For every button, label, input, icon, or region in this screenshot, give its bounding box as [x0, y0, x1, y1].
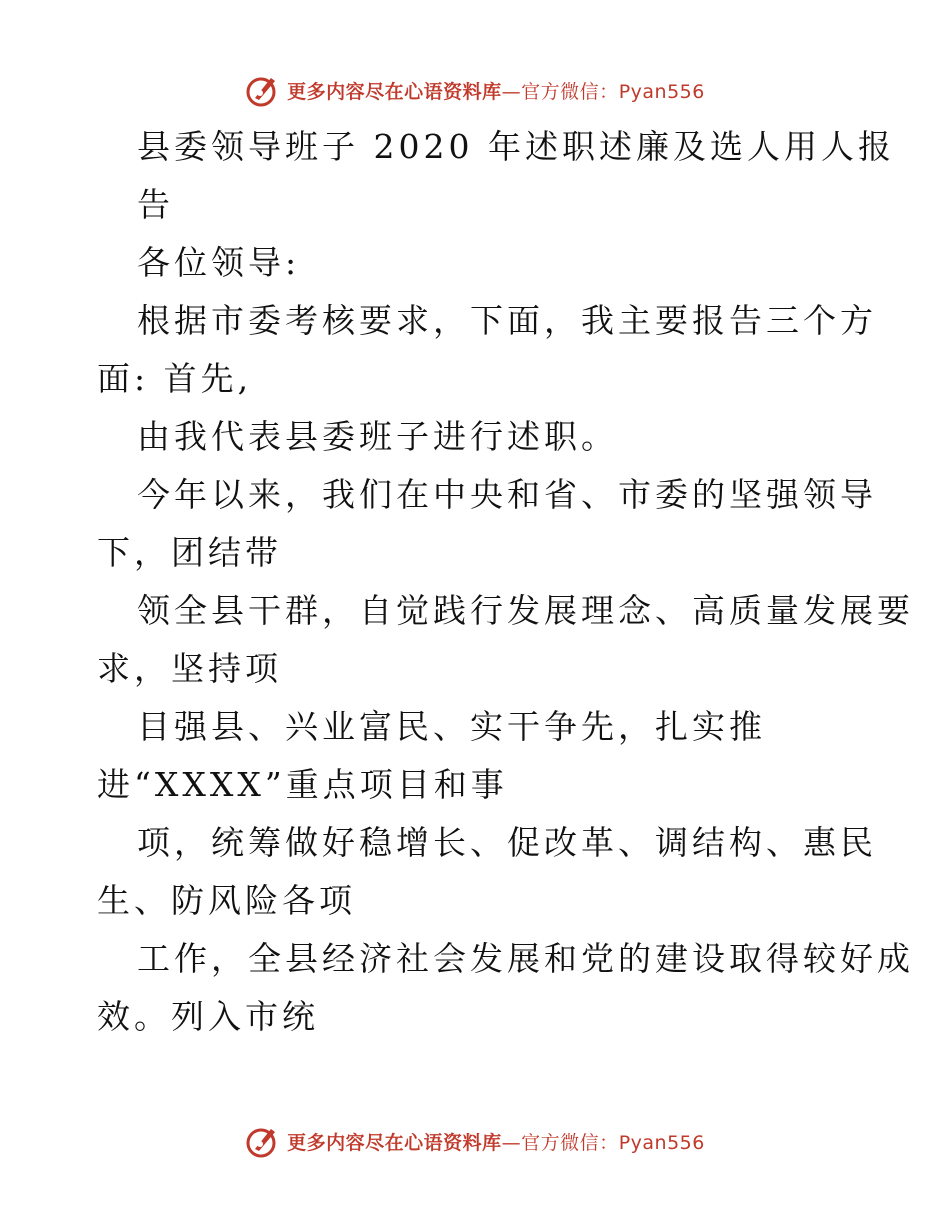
quill-circle-icon — [245, 1123, 281, 1159]
header-banner — [0, 70, 950, 110]
banner-wechat-label: 官方微信： — [521, 80, 619, 103]
text-line: 生、防风险各项 — [97, 881, 356, 920]
banner-dash: — — [501, 1131, 522, 1154]
text-line: 进“XXXX”重点项目和事 — [97, 765, 508, 804]
text-line: 目强县、兴业富民、实干争先，扎实推 — [137, 707, 766, 746]
banner-dash: — — [501, 80, 522, 103]
banner-main-text: 更多内容尽在心语资料库 — [287, 80, 502, 103]
banner-main-text: 更多内容尽在心语资料库 — [287, 1131, 502, 1154]
text-line: 下，团结带 — [97, 533, 282, 572]
text-line: 县委领导班子 2020 年述职述廉及选人用人报 — [137, 127, 895, 166]
text-line: 今年以来，我们在中央和省、市委的坚强领导 — [137, 475, 877, 514]
banner-text — [287, 1128, 705, 1155]
text-line: 项，统筹做好稳增长、促改革、调结构、惠民 — [137, 823, 877, 862]
banner-text — [287, 77, 705, 104]
footer-banner — [0, 1121, 950, 1161]
text-line: 面: 首先, — [97, 359, 253, 398]
text-line: 效。列入市统 — [97, 997, 319, 1036]
document-body — [97, 118, 914, 1046]
text-line: 由我代表县委班子进行述职。 — [137, 417, 618, 456]
text-line: 告 — [137, 185, 174, 224]
banner-wechat-id: Pyan556 — [618, 1131, 705, 1154]
text-line: 各位领导: — [137, 243, 301, 282]
text-line: 领全县干群，自觉践行发展理念、高质量发展要 — [137, 591, 914, 630]
banner-wechat-id: Pyan556 — [618, 80, 705, 103]
text-line: 求，坚持项 — [97, 649, 282, 688]
quill-circle-icon — [245, 72, 281, 108]
text-line: 根据市委考核要求，下面，我主要报告三个方 — [137, 301, 877, 340]
banner-wechat-label: 官方微信： — [521, 1131, 619, 1154]
text-line: 工作，全县经济社会发展和党的建设取得较好成 — [137, 939, 914, 978]
